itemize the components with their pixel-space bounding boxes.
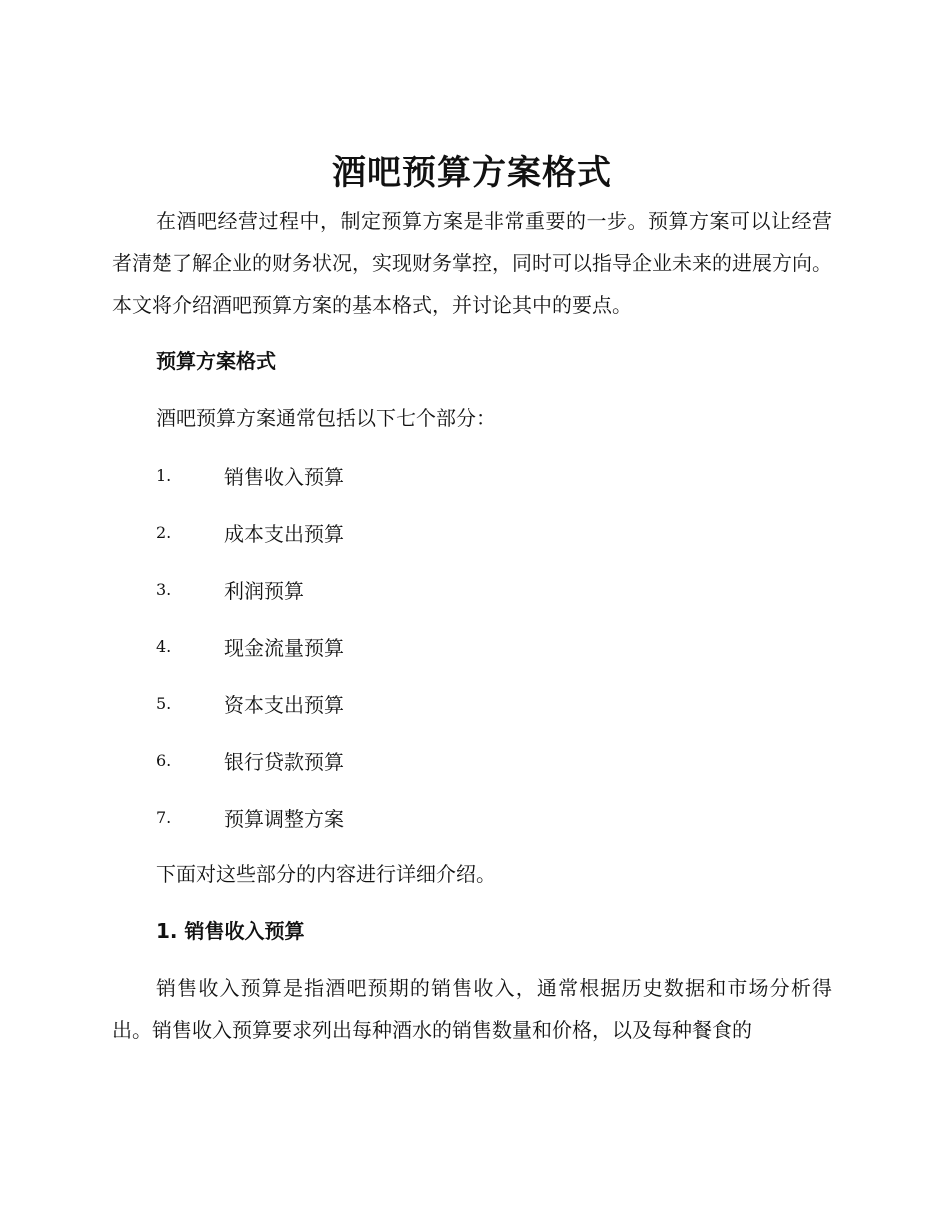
list-text: 预算调整方案: [224, 806, 344, 831]
list-number: 7.: [156, 807, 172, 827]
list-item: [112, 454, 832, 496]
intro-paragraph: 在酒吧经营过程中，制定预算方案是非常重要的一步。预算方案可以让经营者清楚了解企业的财务状况，实现财务掌控，同时可以指导企业未来的进展方向。本文将介绍酒吧预算方案的基本格式，并讨论其中的要点。: [112, 209, 832, 317]
list-text: 资本支出预算: [224, 692, 344, 717]
list-number: 1.: [156, 465, 172, 485]
document-title: 酒吧预算方案格式: [332, 153, 612, 193]
list-text: 利润预算: [224, 578, 304, 603]
list-number: 3.: [156, 579, 172, 599]
format-intro: 酒吧预算方案通常包括以下七个部分：: [156, 406, 496, 430]
list-number: 4.: [156, 636, 172, 656]
document-page: [112, 150, 832, 1051]
section1-heading: 1. 销售收入预算: [156, 919, 305, 943]
list-text: 成本支出预算: [224, 521, 344, 546]
budget-parts-list: [112, 454, 832, 838]
list-item: [112, 568, 832, 610]
list-text: 银行贷款预算: [224, 749, 344, 774]
format-heading: 预算方案格式: [156, 349, 276, 373]
list-item: [112, 625, 832, 667]
list-item: [112, 739, 832, 781]
list-item: [112, 682, 832, 724]
list-item: [112, 511, 832, 553]
list-number: 2.: [156, 522, 172, 542]
list-item: [112, 796, 832, 838]
list-text: 现金流量预算: [224, 635, 344, 660]
detail-intro: 下面对这些部分的内容进行详细介绍。: [156, 862, 496, 886]
section1-paragraph: 销售收入预算是指酒吧预期的销售收入，通常根据历史数据和市场分析得出。销售收入预算要求列出每种酒水的销售数量和价格，以及每种餐食的: [112, 976, 832, 1042]
list-number: 5.: [156, 693, 172, 713]
list-number: 6.: [156, 750, 172, 770]
list-text: 销售收入预算: [224, 464, 344, 489]
